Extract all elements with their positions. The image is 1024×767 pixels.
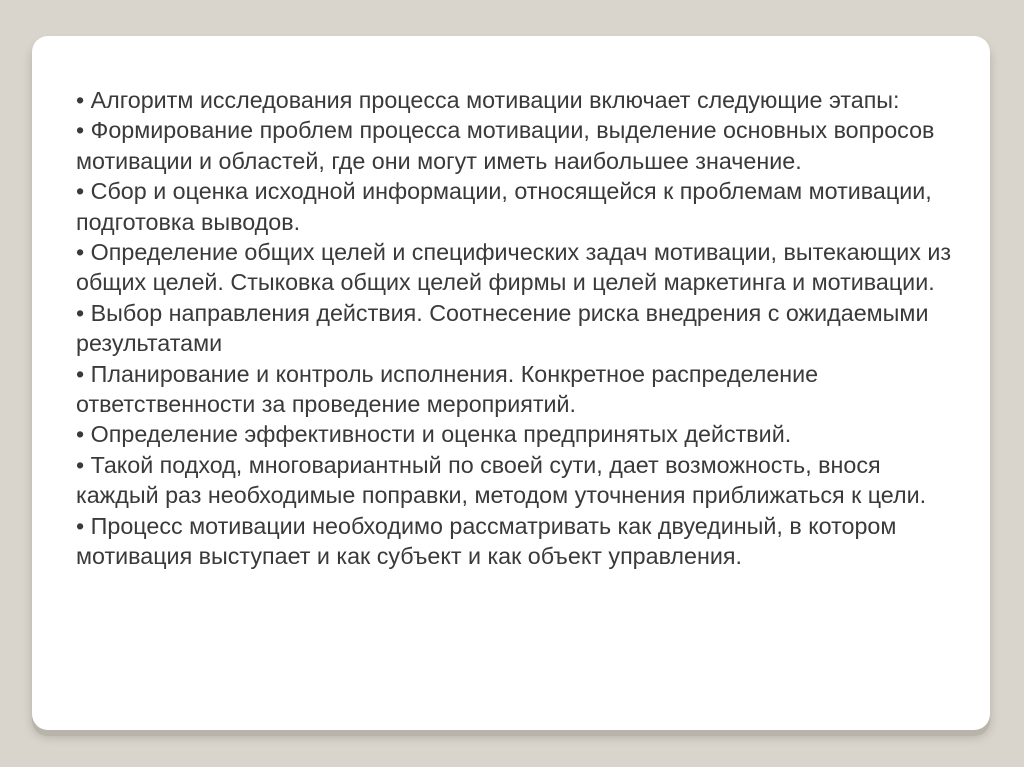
bullet-text: Алгоритм исследования процесса мотивации включает следующие этапы: [90,87,900,113]
bullet-item [76,511,956,572]
bullet-item [76,237,956,298]
bullet-mark: • [76,178,85,205]
bullet-item [76,298,956,359]
bullet-text: Определение общих целей и специфических задач мотивации, вытекающих из общих целей. Стыковка общих целей фирмы и целей маркетинга и мотивации. [76,239,952,296]
bullet-item [76,359,956,420]
bullet-mark: • [76,239,85,266]
bullet-text: Формирование проблем процесса мотивации, выделение основных вопросов мотивации и областей, где они могут иметь наибольшее значение. [76,117,935,174]
bullet-list [76,85,956,572]
bullet-mark: • [76,299,85,326]
bullet-text: Планирование и контроль исполнения. Конкретное распределение ответственности за проведение мероприятий. [76,360,819,418]
bullet-item [76,115,956,176]
bullet-mark: • [76,117,85,144]
bullet-mark: • [76,421,85,448]
bullet-text: Сбор и оценка исходной информации, относящейся к проблемам мотивации, подготовка выводов. [76,178,932,235]
bullet-mark: • [76,451,85,478]
bullet-item [76,419,956,449]
bullet-item [76,450,956,511]
bullet-text: Определение эффективности и оценка предпринятых действий. [90,421,792,448]
bullet-mark: • [76,87,85,113]
bullet-text: Выбор направления действия. Соотнесение риска внедрения с ожидаемыми результатами [76,299,929,357]
bullet-mark: • [76,512,85,539]
bullet-text: Процесс мотивации необходимо рассматривать как двуединый, в котором мотивация выступает и как субъект и как объект управления. [76,512,897,570]
slide-card [32,36,990,730]
bullet-text: Такой подход, многовариантный по своей сути, дает возможность, внося каждый раз необходимые поправки, методом уточнения приближаться к цели. [76,451,927,509]
bullet-item [76,176,956,237]
bullet-mark: • [76,360,85,387]
bullet-item [76,85,956,115]
